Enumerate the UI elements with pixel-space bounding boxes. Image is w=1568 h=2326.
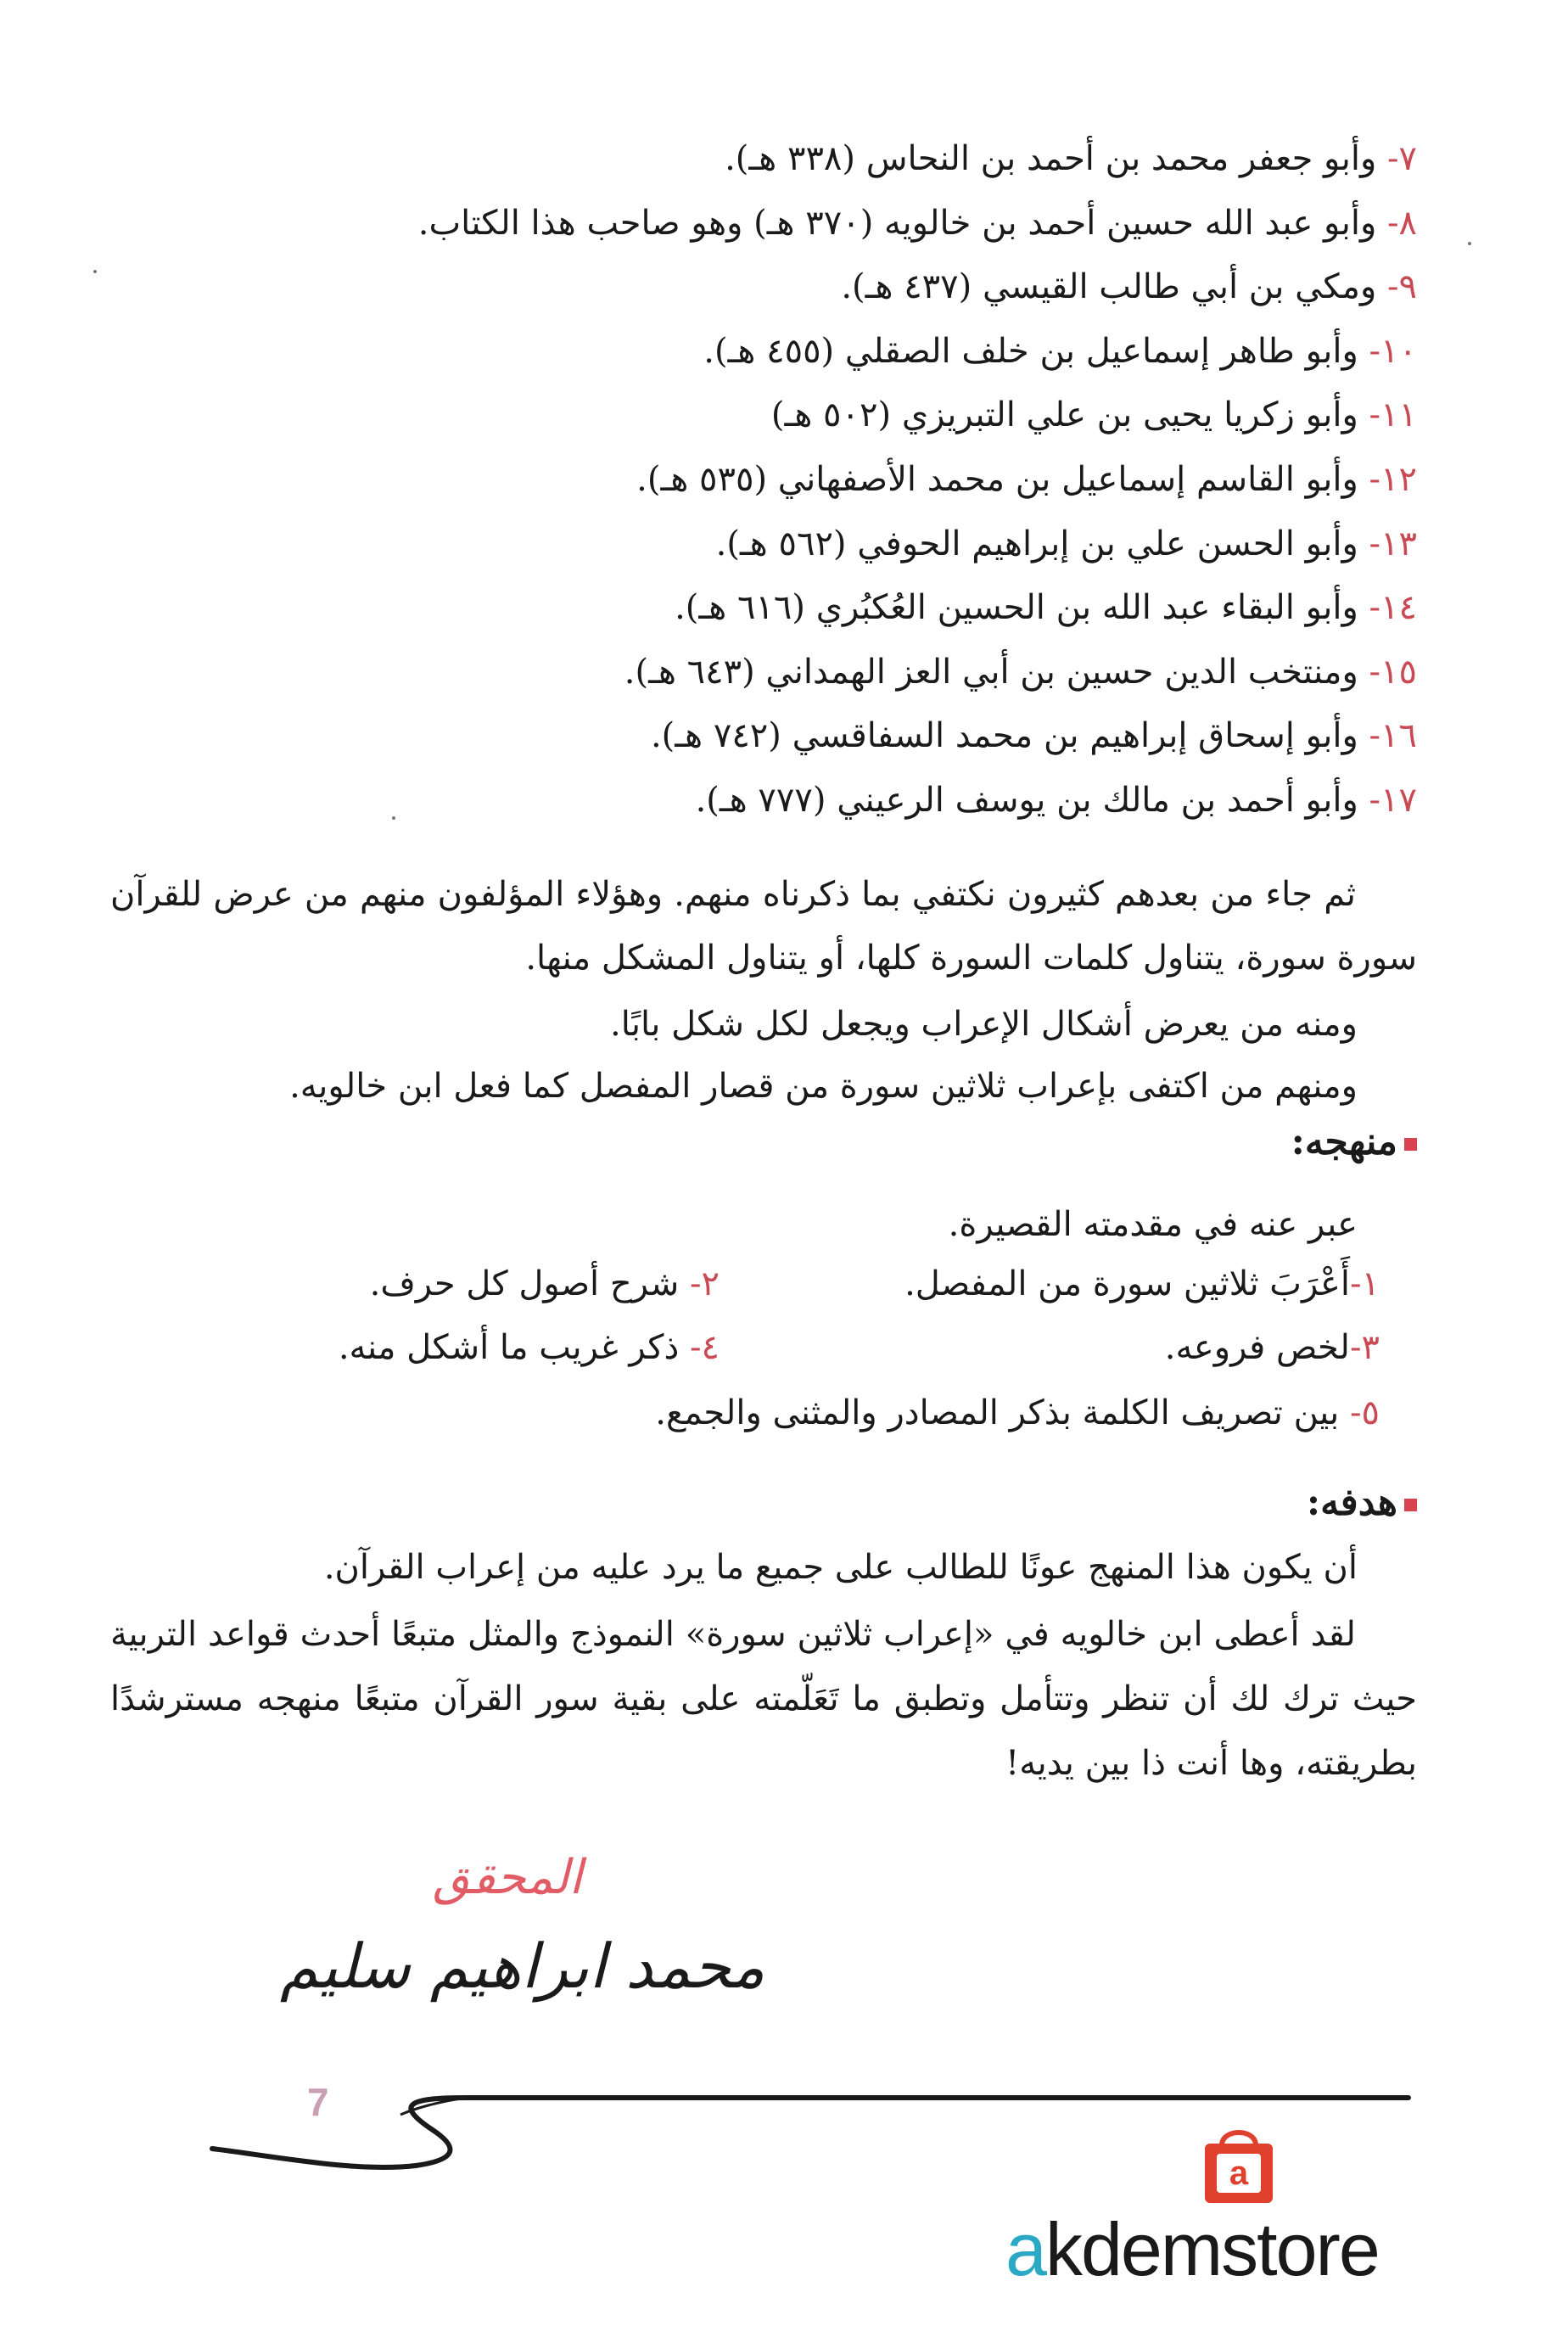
paragraph-irab-forms: ومنه من يعرض أشكال الإعراب ويجعل لكل شكل بابًا. (610, 1005, 1358, 1044)
heading-square-icon (1404, 1138, 1417, 1151)
method-item: ١-أَعْرَبَ ثلاثين سورة من المفصل. (904, 1264, 1380, 1303)
item-number: ١٠- (1369, 331, 1417, 371)
list-item (93, 704, 1417, 769)
item-text: ومنتخب الدين حسين بن أبي العز الهمداني (٦٤٣ هـ). (624, 652, 1358, 692)
page-number: 7 (307, 2080, 329, 2124)
list-item (93, 576, 1417, 641)
paragraph-thirty-surahs: ومنهم من اكتفى بإعراب ثلاثين سورة من قصار المفصل كما فعل ابن خالويه. (289, 1067, 1358, 1106)
svg-text:a: a (1229, 2155, 1249, 2192)
item-text: وأبو البقاء عبد الله بن الحسين العُكبُري (٦١٦ هـ). (675, 588, 1358, 628)
scholars-list (93, 127, 1417, 833)
list-item (93, 127, 1417, 192)
item-text: وأبو جعفر محمد بن أحمد بن النحاس (٣٣٨ هـ). (725, 139, 1377, 178)
paragraph-later-authors: ثم جاء من بعدهم كثيرون نكتفي بما ذكرناه منهم. وهؤلاء المؤلفون منهم من عرض للقرآن سورة سورة، يتناول كلمات السورة كلها، أو يتناول المشكل منها. (110, 875, 1417, 978)
goal-paragraph: لقد أعطى ابن خالويه في «إعراب ثلاثين سورة» النموذج والمثل متبعًا أحدث قواعد التربية حيث ترك لك أن تنظر وتتأمل وتطبق ما تَعَلّمته على بقية سور القرآن متبعًا منهجه مسترشدًا بطريقته، وها أنت ذا بين يديه! (110, 1615, 1417, 1783)
item-text: وأبو عبد الله حسين أحمد بن خالويه (٣٧٠ هـ) وهو صاحب هذا الكتاب. (417, 203, 1377, 243)
item-text: وأبو إسحاق إبراهيم بن محمد السفاقسي (٧٤٢ هـ). (650, 716, 1358, 756)
item-number: ١٣- (1369, 524, 1417, 563)
researcher-title: المحقق (433, 1850, 583, 1905)
item-number: ١٢- (1369, 459, 1417, 499)
item-number: ١٤- (1369, 588, 1417, 628)
section-heading-method: منهجه: (1291, 1120, 1417, 1163)
item-text: ومكي بن أبي طالب القيسي (٤٣٧ هـ). (841, 267, 1377, 307)
list-item (93, 320, 1417, 384)
item-number: ٩- (1387, 267, 1417, 307)
method-item: ٣-لخص فروعه. (1164, 1328, 1380, 1367)
method-intro: عبر عنه في مقدمته القصيرة. (948, 1205, 1358, 1244)
item-number: ٧- (1387, 139, 1417, 178)
store-logo-text: akdemstore (1005, 2207, 1379, 2291)
item-number: ١٥- (1369, 652, 1417, 692)
list-item (93, 448, 1417, 513)
goal-paragraph: أن يكون هذا المنهج عونًا للطالب على جميع ما يرد عليه من إعراب القرآن. (323, 1548, 1358, 1587)
item-number: ١٧- (1369, 780, 1417, 820)
list-item (93, 513, 1417, 577)
item-text: وأبو الحسن علي بن إبراهيم الحوفي (٥٦٢ هـ). (715, 524, 1358, 563)
item-text: وأبو القاسم إسماعيل بن محمد الأصفهاني (٥٣٥ هـ). (636, 459, 1358, 499)
list-item (93, 641, 1417, 705)
item-number: ٨- (1387, 203, 1417, 243)
list-item (93, 384, 1417, 448)
item-text: وأبو زكريا يحيى بن علي التبريزي (٥٠٢ هـ) (770, 395, 1358, 435)
item-text: وأبو أحمد بن مالك بن يوسف الرعيني (٧٧٧ هـ). (695, 780, 1358, 820)
signature: محمد ابراهيم سليم (280, 1931, 765, 2002)
item-text: وأبو طاهر إسماعيل بن خلف الصقلي (٤٥٥ هـ). (703, 331, 1358, 371)
list-item (93, 769, 1417, 833)
heading-square-icon (1404, 1499, 1417, 1511)
store-bag-icon (1196, 2121, 1281, 2210)
item-number: ١٦- (1369, 716, 1417, 756)
method-item: ٢- شرح أصول كل حرف. (369, 1264, 720, 1303)
method-item: ٥- بين تصريف الكلمة بذكر المصادر والمثنى والجمع. (655, 1393, 1380, 1432)
list-item (93, 255, 1417, 320)
method-item: ٤- ذكر غريب ما أشكل منه. (338, 1328, 720, 1367)
list-item (93, 192, 1417, 256)
section-heading-goal: هدفه: (1307, 1481, 1417, 1524)
item-number: ١١- (1369, 395, 1417, 435)
